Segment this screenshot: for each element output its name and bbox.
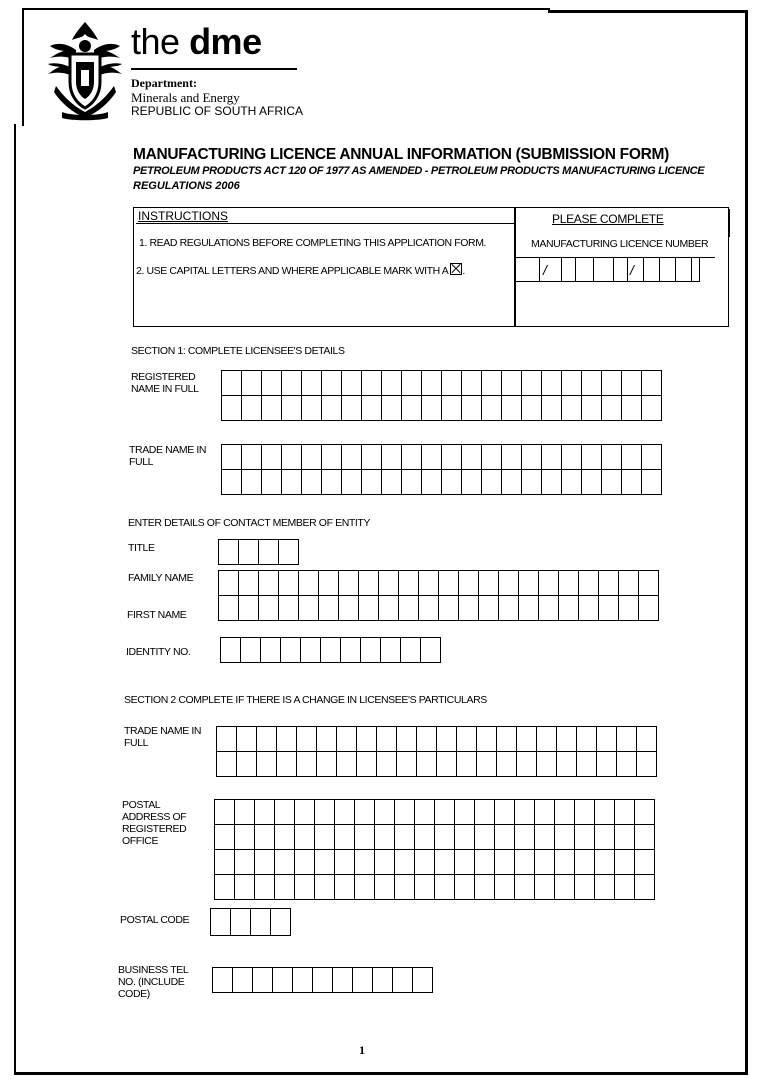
postal-code-field[interactable] [210,908,291,936]
page-border-top-right [548,10,748,13]
title-label: TITLE [128,542,155,554]
instructions-heading-rule [136,223,514,224]
first-name-label: FIRST NAME [127,609,187,621]
business-tel-label: BUSINESS TEL NO. (INCLUDE CODE) [118,964,188,1000]
identity-number-field[interactable] [220,637,441,663]
licence-slash-2: / [630,262,634,278]
logo-border-left [22,8,24,126]
instruction-item-1: 1. READ REGULATIONS BEFORE COMPLETING THIS APPLICATION FORM. [139,237,487,249]
department-label: Department: [131,76,197,90]
identity-number-label: IDENTITY NO. [126,646,191,658]
page-border-right [745,12,748,1074]
brand-logotype [131,22,262,62]
title-field[interactable] [218,539,299,565]
form-title: MANUFACTURING LICENCE ANNUAL INFORMATION (SUBMISSION FORM) [133,146,669,163]
instructions-heading: INSTRUCTIONS [138,209,228,223]
section1-heading: SECTION 1: COMPLETE LICENSEE'S DETAILS [131,345,345,357]
brand-prefix: the [131,21,180,62]
family-name-label: FAMILY NAME [128,572,194,584]
licence-number-field[interactable] [513,256,718,284]
crossed-box-icon [450,263,462,275]
trade-name-label: TRADE NAME IN FULL [129,444,207,468]
brand-underline [131,68,297,70]
department-name: Minerals and Energy [131,90,240,105]
licence-number-label: MANUFACTURING LICENCE NUMBER [531,238,709,250]
page-border-top [22,8,550,10]
contact-name-field[interactable] [218,570,659,621]
coat-of-arms-icon [46,20,124,122]
page-border-left [14,124,16,1074]
instruction-item-2 [136,263,465,277]
postal-address-label: POSTAL ADDRESS OF REGISTERED OFFICE [122,799,187,847]
section2-heading: SECTION 2 COMPLETE IF THERE IS A CHANGE IN LICENSEE'S PARTICULARS [124,694,487,706]
act-reference-line2: REGULATIONS 2006 [133,180,240,192]
please-complete-heading: PLEASE COMPLETE [552,212,664,226]
contact-heading: ENTER DETAILS OF CONTACT MEMBER OF ENTITY [128,517,371,529]
act-reference-line1: PETROLEUM PRODUCTS ACT 120 OF 1977 AS AMENDED - PETROLEUM PRODUCTS MANUFACTURING LICENCE [133,165,705,177]
postal-address-field[interactable] [214,799,655,900]
business-tel-field[interactable] [212,967,433,993]
trade-name-field[interactable] [221,444,662,495]
registered-name-label: REGISTERED NAME IN FULL [131,371,199,395]
page-border-bottom [14,1072,748,1075]
instruction-item-2-text: 2. USE CAPITAL LETTERS AND WHERE APPLICABLE MARK WITH A [136,265,449,277]
country-name: REPUBLIC OF SOUTH AFRICA [131,104,304,118]
licence-slash-1: / [543,262,547,278]
page-number: 1 [359,1043,365,1057]
postal-code-label: POSTAL CODE [120,914,190,926]
section2-trade-name-label: TRADE NAME IN FULL [124,725,202,749]
section2-trade-name-field[interactable] [216,726,657,777]
instructions-box-edge [728,209,730,237]
registered-name-field[interactable] [221,370,662,421]
instruction-item-2-end: . [462,265,465,277]
brand-name: dme [189,21,262,62]
